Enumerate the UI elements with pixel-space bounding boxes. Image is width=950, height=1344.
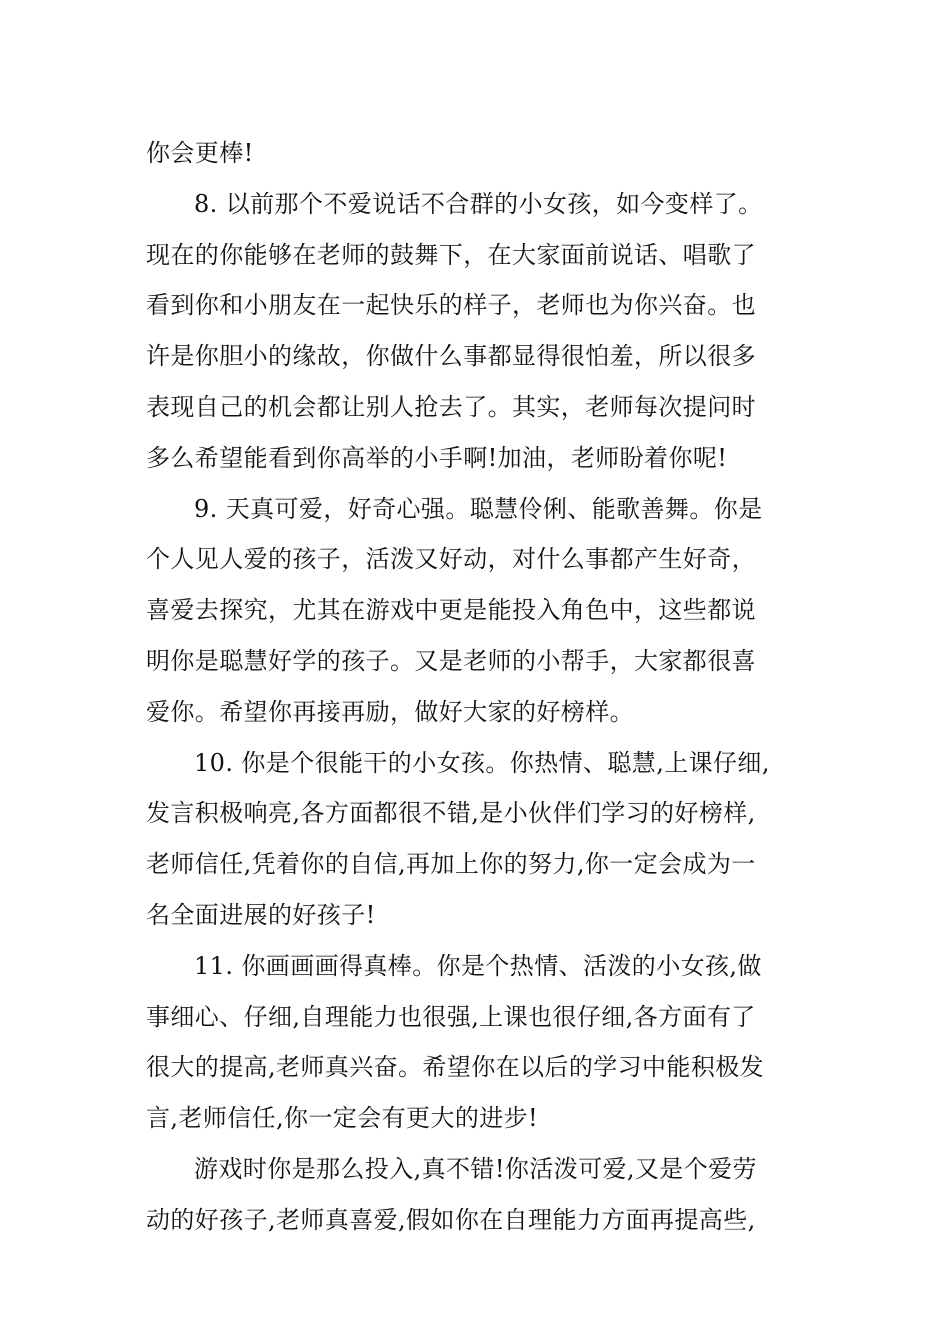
text-line: 许是你胆小的缘故，你做什么事都显得很怕羞，所以很多 [146,342,756,371]
text-line: 游戏时你是那么投入,真不错!你活泼可爱,又是个爱劳 [194,1154,757,1183]
text-line: 事细心、仔细,自理能力也很强,上课也很仔细,各方面有了 [146,1002,756,1031]
text-line: 你会更棒! [146,139,254,167]
text-line: 言,老师信任,你一定会有更大的进步! [146,1104,539,1133]
text-line: 9. 天真可爱，好奇心强。聪慧伶俐、能歌善舞。你是 [194,494,763,523]
text-line: 很大的提高,老师真兴奋。希望你在以后的学习中能积极发 [146,1053,765,1082]
text-line: 喜爱去探究，尤其在游戏中更是能投入角色中，这些都说 [146,596,756,625]
text-line: 10. 你是个很能干的小女孩。你热情、聪慧,上课仔细, [194,748,770,777]
text-line: 现在的你能够在老师的鼓舞下，在大家面前说话、唱歌了 [146,240,756,269]
text-line: 老师信任,凭着你的自信,再加上你的努力,你一定会成为一 [146,850,756,879]
text-line: 发言积极响亮,各方面都很不错,是小伙伴们学习的好榜样, [146,799,756,828]
text-line: 11. 你画画画得真棒。你是个热情、活泼的小女孩,做 [194,951,762,980]
text-line: 名全面进展的好孩子! [146,900,376,929]
text-line: 多么希望能看到你高举的小手啊!加油，老师盼着你呢! [146,443,728,472]
text-line: 8. 以前那个不爱说话不合群的小女孩，如今变样了。 [194,189,763,218]
text-line: 表现自己的机会都让别人抢去了。其实，老师每次提问时 [146,392,756,421]
text-line: 看到你和小朋友在一起快乐的样子，老师也为你兴奋。也 [146,291,756,320]
text-line: 动的好孩子,老师真喜爱,假如你在自理能力方面再提高些, [146,1205,756,1234]
text-line: 爱你。希望你再接再励，做好大家的好榜样。 [146,697,634,726]
text-line: 个人见人爱的孩子，活泼又好动，对什么事都产生好奇， [146,545,756,574]
document-body [146,128,816,1246]
text-line: 明你是聪慧好学的孩子。又是老师的小帮手，大家都很喜 [146,646,756,675]
